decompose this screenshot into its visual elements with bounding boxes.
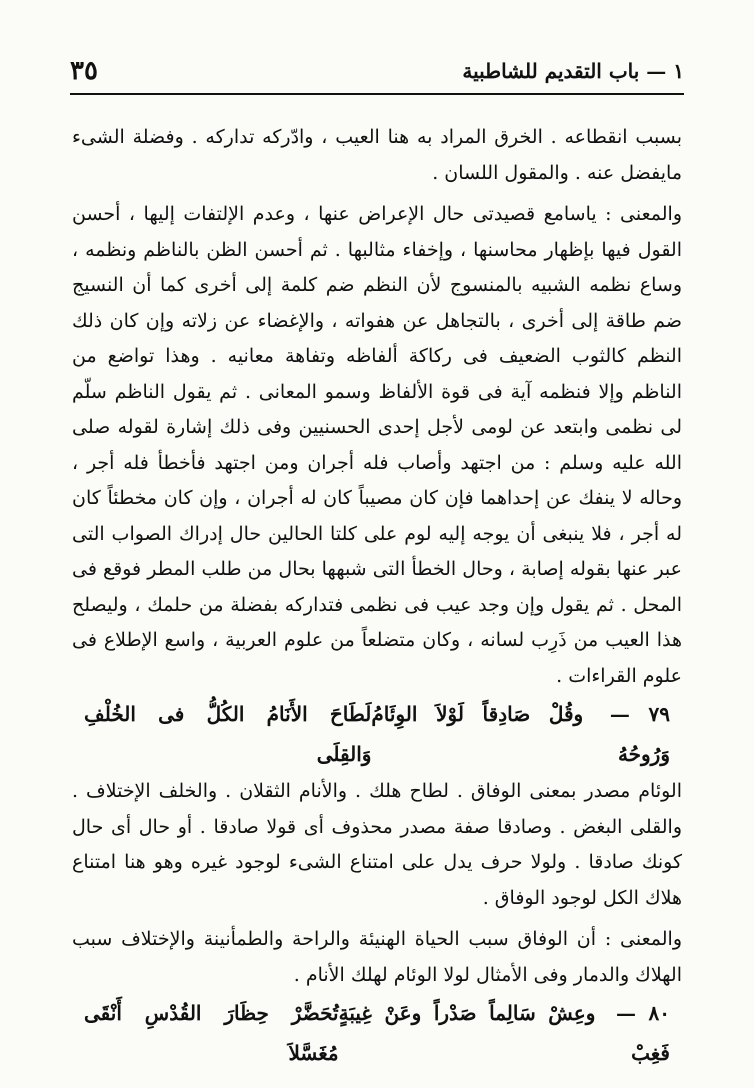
verse-first-half: وقُلْ صَادِقاً لَوْلاَ الوِئَامُ وَرُوحُهُ [371, 702, 670, 766]
page-number: ٣٥ [70, 56, 98, 86]
page-body [72, 120, 682, 1073]
verse-first-half: وعِشْ سَالِماً صَدْراً وعَنْ غِيبَةٍ فَغِبْ [338, 1001, 670, 1065]
paragraph-3: الوئام مصدر بمعنى الوفاق . لطاح هلك . والأنام الثقلان . والخلف الإختلاف . والقلى البغض . وصادقا صفة مصدر محذوف أى قولا صادقا . أو حال أى حال كونك صادقا . ولولا حرف يدل على امتناع الشىء لوجود غيره وهو هنا امتناع هلاك الكل لوجود الوفاق . [72, 780, 682, 909]
paragraph-2: والمعنى : ياسامع قصيدتى حال الإعراض عنها ، وعدم الإلتفات إليها ، أحسن القول فيها بإظهار محاسنها ، وإخفاء مثالبها . ثم أحسن الظن بالناظم ونظمه ، وساع نظمه الشبيه بالمنسوج لأن النظم ضم كلمة إلى أخرى كما أن النسيج ضم طاقة إلى أخرى ، بالتجاهل عن هفواته ، والإغضاء عن زلاته وإن كان ذلك النظم كالثوب الضعيف فى ركاكة ألفاظه وتفاهة معانيه . وهذا تواضع من الناظم وإلا فنظمه آية فى قوة الألفاظ وسمو المعانى . ثم يقول الناظم سلّم لى نظمى وابتعد عن لومى لأجل إحدى الحسنيين وفى ذلك إشارة لقوله صلى الله عليه وسلم : من اجتهد وأصاب فله أجران ومن اجتهد فأخطأ فله أجر ، وحاله لا ينفك عن إحداهما فإن كان مصيباً كان له أجران ، وإن كان مخطئاً كان له أجر ، فلا ينبغى أن يوجه إليه لوم على كلتا الحالين حال إدراك الصواب التى عبر عنها بقوله إصابة ، وحال الخطأ التى شبهها بحال من طلب المطر فوقع فى المحل . ثم يقول وإن وجد عيب فى نظمى فتداركه بفضلة من حلمك ، وليصلح هذا العيب من ذَرِب لسانه ، وكان متضلعاً من علوم العربية ، واسع الإطلاع فى علوم القراءات . [72, 203, 682, 687]
verse-number: ٧٩ — [609, 702, 671, 726]
header-rule [70, 93, 684, 95]
verse-second-half: لَطَاحَ الأَنَامُ الكُلُّ فى الخُلْفِ وَالقِلَى [84, 702, 372, 766]
paragraph-1: بسبب انقطاعه . الخرق المراد به هنا العيب ، وادّركه تداركه . وفضلة الشىء مايفضل عنه . والمقول اللسان . [72, 126, 682, 184]
verse-number: ٨٠ — [615, 1001, 670, 1025]
verse-80 [72, 993, 682, 1073]
verse-second-half: تُحَضَّرْ حِظَارَ القُدْسِ أَنْقَى مُغَسَّلاَ [84, 1001, 339, 1065]
verse-79 [72, 694, 682, 774]
page-header [70, 54, 684, 88]
chapter-title: ١ — باب التقديم للشاطبية [462, 59, 684, 83]
paragraph-4: والمعنى : أن الوفاق سبب الحياة الهنيئة والراحة والطمأنينة والإختلاف سبب الهلاك والدمار وفى الأمثال لولا الوئام لهلك الأنام . [72, 928, 682, 986]
